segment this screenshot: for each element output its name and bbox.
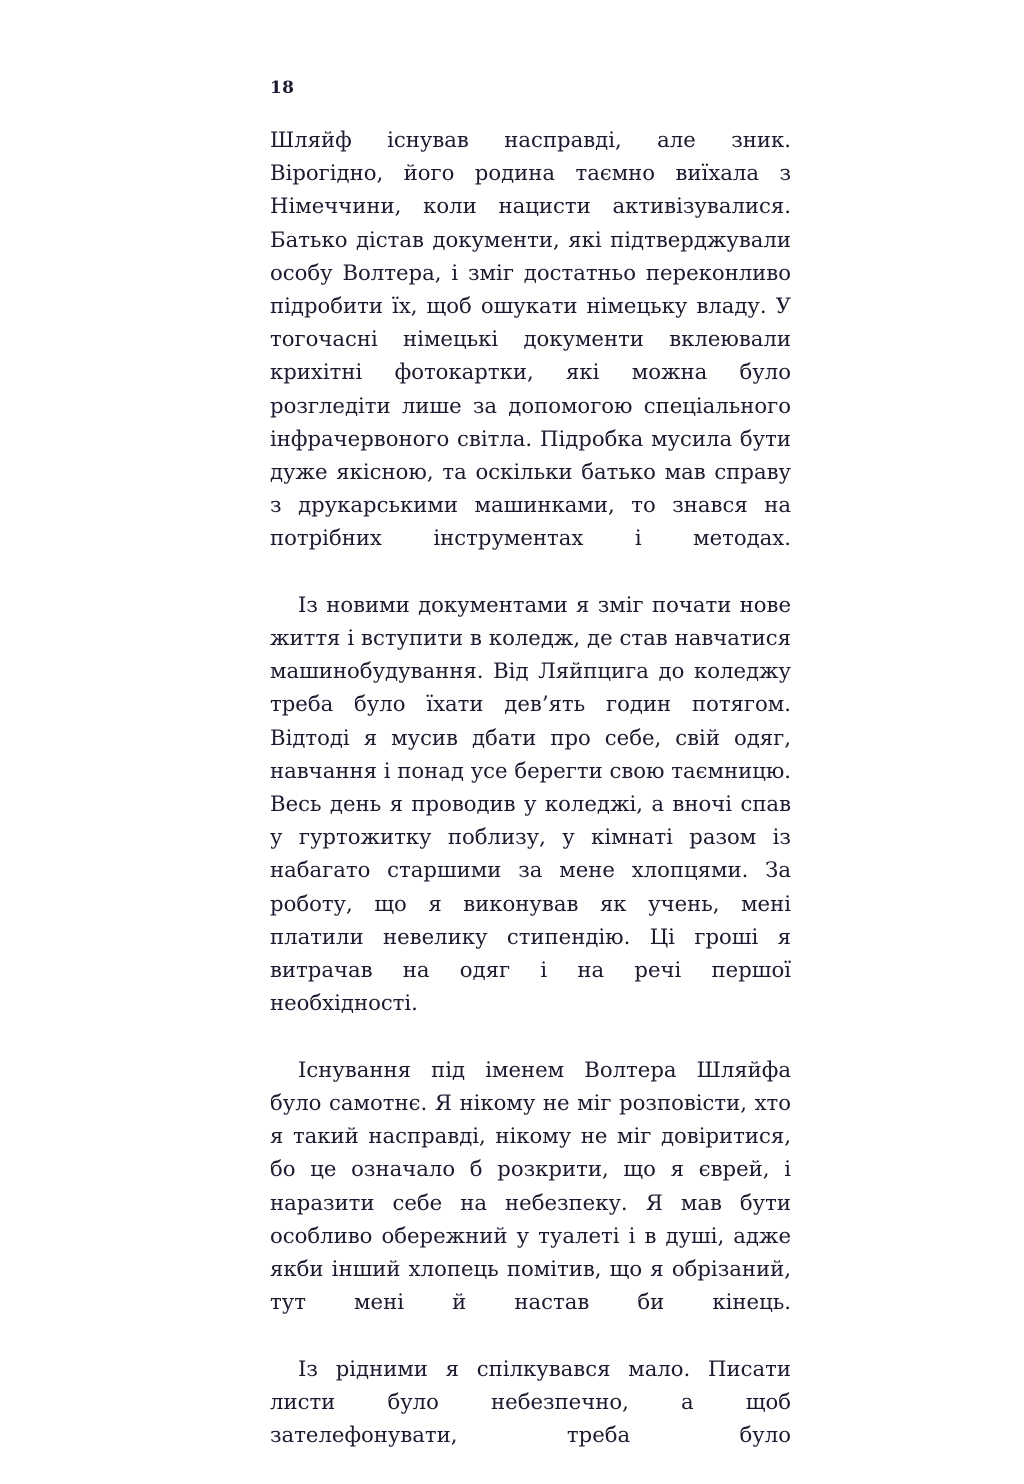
paragraph: Із новими документами я зміг почати нове життя і вступити в коледж, де став навчатися машинобудування. Від Ляйпцига до коледжу треба було їхати дев’ять годин потягом. Відтоді я мусив дбати про себе, свій одяг, навчання і понад усе берегти свою таємницю. Весь день я проводив у коледжі, а вночі спав у гуртожитку поблизу, у кімнаті разом із набагато старшими за мене хлопцями. За роботу, що я виконував як учень, мені платили невелику стипендію. Ці гроші я витрачав на одяг і на речі першої необхідності. — [270, 591, 791, 1016]
paragraph: Із рідними я спілкувався мало. Писати листи було небезпечно, а щоб зателефонувати, треба було — [270, 1355, 791, 1447]
paragraph: Існування під іменем Волтера Шляйфа було самотнє. Я нікому не міг розповісти, хто я такий насправді, нікому не міг довіритися, бо це означало б розкрити, що я єврей, і наразити себе на небезпеку. Я мав бути особливо обережний у туалеті і в душі, адже якби інший хлопець помітив, що я обрізаний, тут мені й настав би кінець. — [270, 1056, 791, 1315]
page-number: 18 — [270, 78, 295, 98]
paragraph: Шляйф існував насправді, але зник. Вірогідно, його родина таємно виїхала з Німеччини, коли нацисти активізувалися. Батько дістав документи, які підтверджували особу Волтера, і зміг достатньо переконливо підробити їх, щоб ошукати німецьку владу. У тогочасні німецькі документи вклеювали крихітні фотокартки, які можна було розгледіти лише за допомогою спеціального інфрачервоного світла. Підробка мусила бути дуже якісною, та оскільки батько мав справу з друкарськими машинками, то знався на потрібних інструментах і методах. — [270, 127, 791, 551]
body-text-block — [270, 123, 791, 1484]
